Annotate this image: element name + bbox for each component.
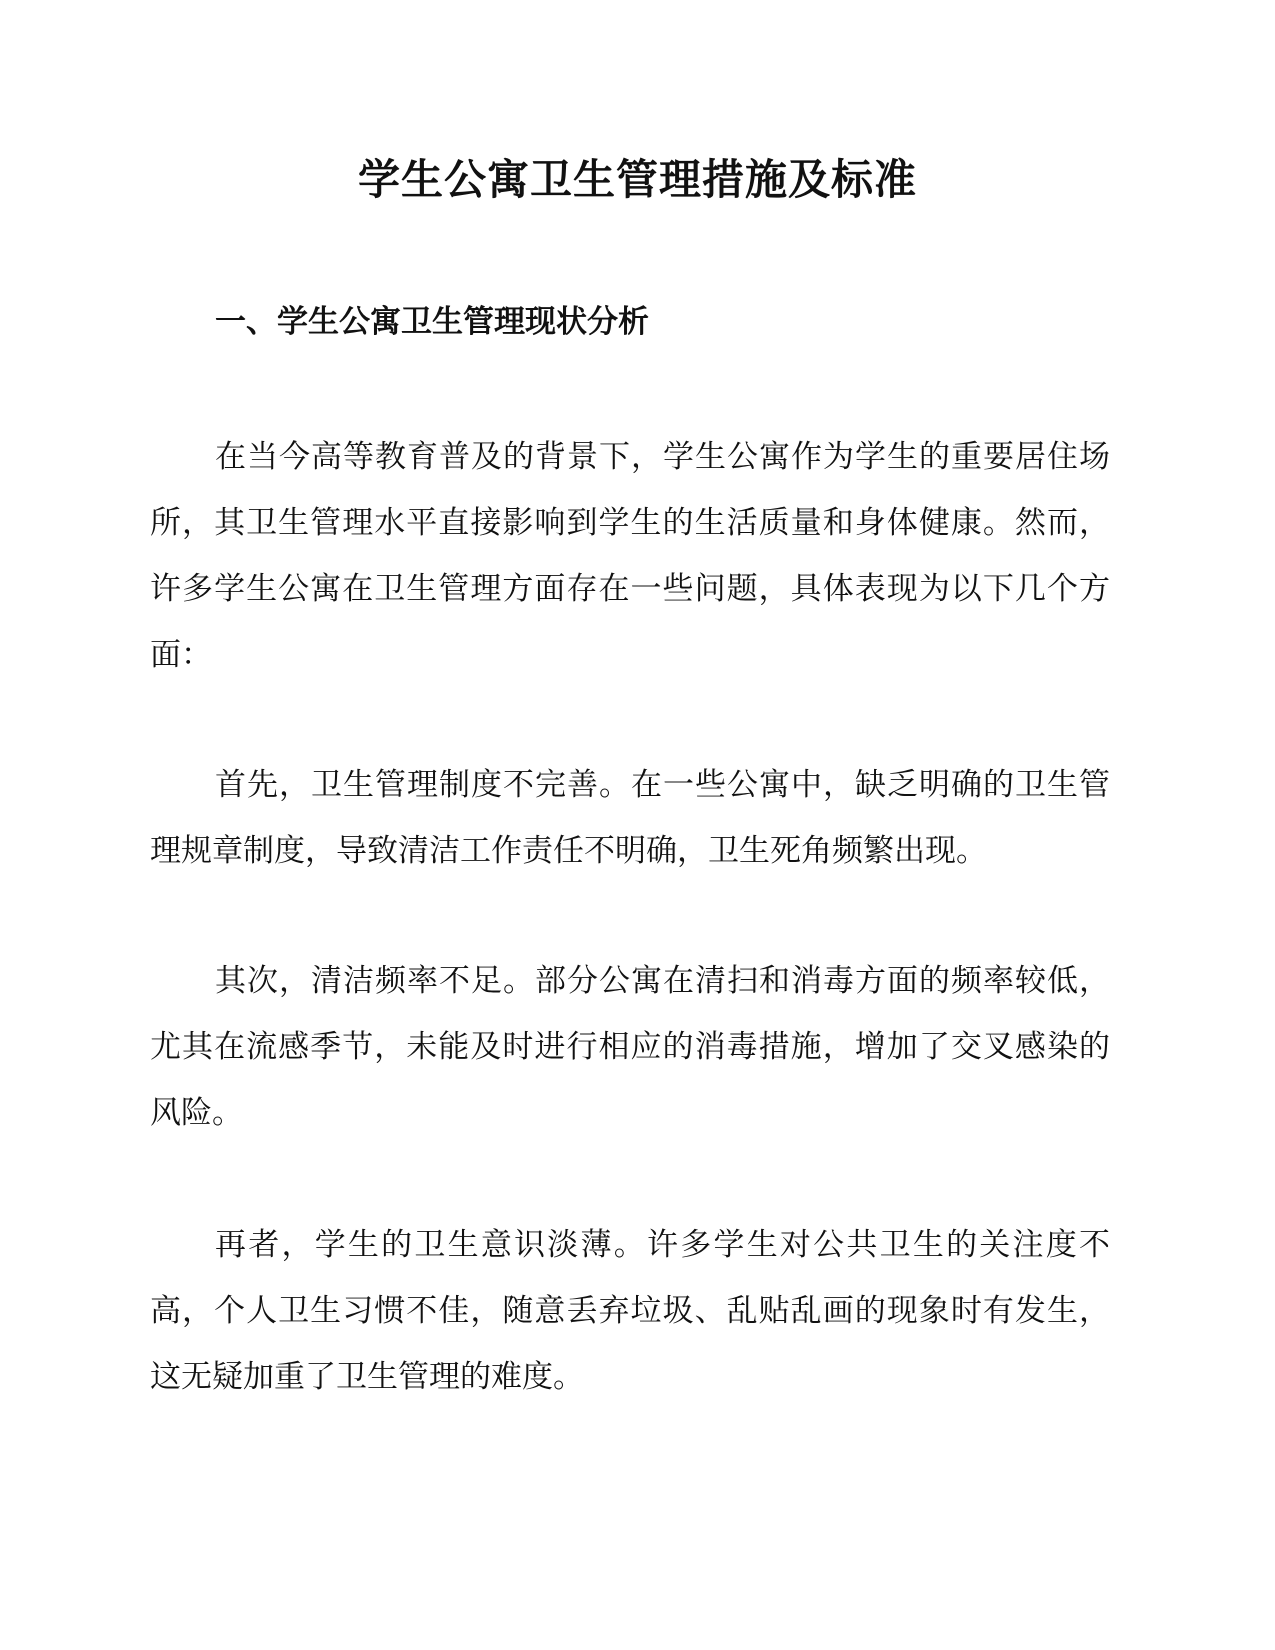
paragraph-intro: 在当今高等教育普及的背景下，学生公寓作为学生的重要居住场所，其卫生管理水平直接影响到学生的生活质量和身体健康。然而，许多学生公寓在卫生管理方面存在一些问题，具体表现为以下几个方面： — [150, 439, 1110, 673]
paragraph-second-issue: 其次，清洁频率不足。部分公寓在清扫和消毒方面的频率较低，尤其在流感季节，未能及时进行相应的消毒措施，增加了交叉感染的风险。 — [150, 963, 1110, 1131]
paragraph-first-issue: 首先，卫生管理制度不完善。在一些公寓中，缺乏明确的卫生管理规章制度，导致清洁工作责任不明确，卫生死角频繁出现。 — [150, 767, 1110, 869]
document-title: 学生公寓卫生管理措施及标准 — [357, 155, 917, 204]
paragraph-third-issue: 再者，学生的卫生意识淡薄。许多学生对公共卫生的关注度不高，个人卫生习惯不佳，随意丢弃垃圾、乱贴乱画的现象时有发生，这无疑加重了卫生管理的难度。 — [150, 1227, 1110, 1395]
section-heading: 一、学生公寓卫生管理现状分析 — [215, 304, 649, 340]
